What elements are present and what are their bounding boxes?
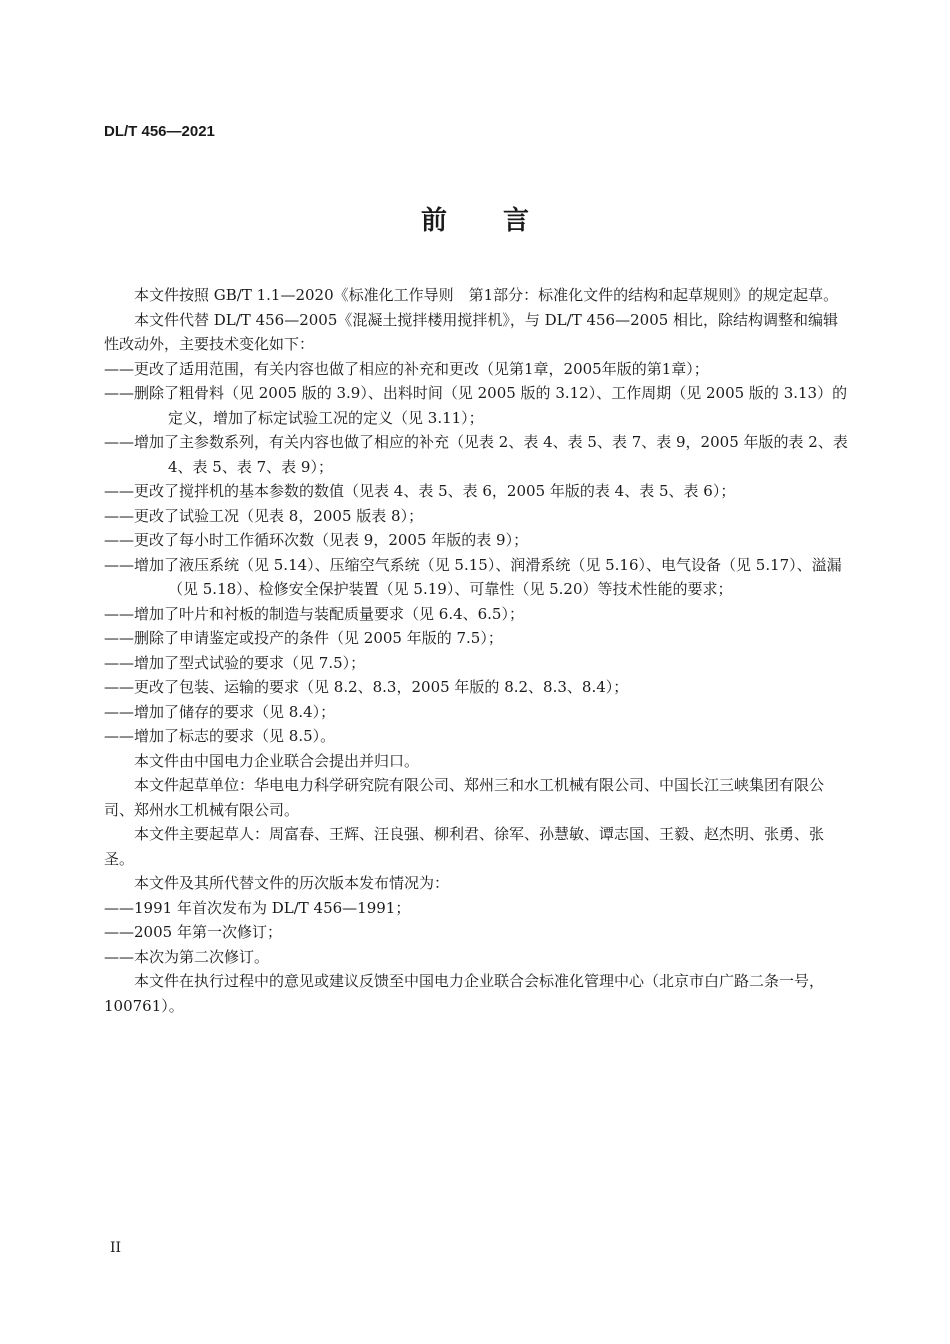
list-item: ——增加了型式试验的要求（见 7.5）；	[104, 653, 366, 672]
paragraph-drafters: 本文件主要起草人：周富春、王辉、汪良强、柳利君、徐军、孙慧敏、谭志国、王毅、赵杰明、张勇、张圣。	[104, 825, 825, 868]
list-item: ——更改了搅拌机的基本参数的数值（见表 4、表 5、表 6，2005 年版的表 4、表 5、表 6）；	[104, 482, 736, 500]
list-item: ——增加了叶片和衬板的制造与装配质量要求（见 6.4、6.5）；	[104, 604, 524, 623]
list-item: ——增加了液压系统（见 5.14）、压缩空气系统（见 5.15）、润滑系统（见 5.16）、电气设备（见 5.17）、溢漏（见 5.18）、检修安全保护装置（见 5.19）、可靠性（见 5.20）等技术性能的要求；	[104, 555, 842, 598]
paragraph-drafting-rules: 本文件按照 GB/T 1.1—2020《标准化工作导则 第1部分：标准化文件的结构和起草规则》的规定起草。	[134, 286, 839, 304]
title-char-1: 前	[420, 206, 447, 236]
list-item: ——增加了标志的要求（见 8.5）。	[104, 727, 336, 745]
paragraph-proposer: 本文件由中国电力企业联合会提出并归口。	[134, 751, 420, 770]
foreword-body	[104, 283, 850, 1018]
page-number: II	[110, 1240, 122, 1256]
paragraph-replacement: 本文件代替 DL/T 456—2005《混凝土搅拌楼用搅拌机》，与 DL/T 456—2005 相比，除结构调整和编辑性改动外，主要技术变化如下：	[104, 310, 839, 353]
paragraph-feedback: 本文件在执行过程中的意见或建议反馈至中国电力企业联合会标准化管理中心（北京市白广路二条一号，100761）。	[104, 972, 825, 1015]
technical-changes-list	[104, 357, 850, 749]
list-item: ——1991 年首次发布为 DL/T 456—1991；	[104, 898, 411, 917]
list-item: ——更改了适用范围，有关内容也做了相应的补充和更改（见第1章，2005年版的第1章）；	[104, 359, 709, 378]
list-item: ——增加了储存的要求（见 8.4）；	[104, 702, 336, 721]
paragraph-drafting-units: 本文件起草单位：华电电力科学研究院有限公司、郑州三和水工机械有限公司、中国长江三峡集团有限公司、郑州水工机械有限公司。	[104, 776, 825, 819]
list-item: ——删除了粗骨料（见 2005 版的 3.9）、出料时间（见 2005 版的 3.12）、工作周期（见 2005 版的 3.13）的定义，增加了标定试验工况的定义（见 3.11）；	[104, 384, 848, 427]
list-item: ——更改了包装、运输的要求（见 8.2、8.3，2005 年版的 8.2、8.3、8.4）；	[104, 678, 629, 696]
version-history-list	[104, 896, 850, 970]
page-title	[0, 200, 950, 237]
list-item: ——更改了每小时工作循环次数（见表 9，2005 年版的表 9）；	[104, 531, 529, 549]
list-item: ——增加了主参数系列，有关内容也做了相应的补充（见表 2、表 4、表 5、表 7、表 9，2005 年版的表 2、表 4、表 5、表 7、表 9）；	[104, 433, 848, 476]
title-char-2: 言	[503, 206, 530, 236]
list-item: ——删除了申请鉴定或投产的条件（见 2005 年版的 7.5）；	[104, 629, 503, 647]
list-item: ——本次为第二次修订。	[104, 947, 270, 966]
list-item: ——更改了试验工况（见表 8，2005 版表 8）；	[104, 506, 424, 525]
list-item: ——2005 年第一次修订；	[104, 923, 282, 941]
paragraph-history-intro: 本文件及其所代替文件的历次版本发布情况为：	[134, 874, 450, 892]
standard-code: DL/T 456—2021	[104, 123, 215, 140]
